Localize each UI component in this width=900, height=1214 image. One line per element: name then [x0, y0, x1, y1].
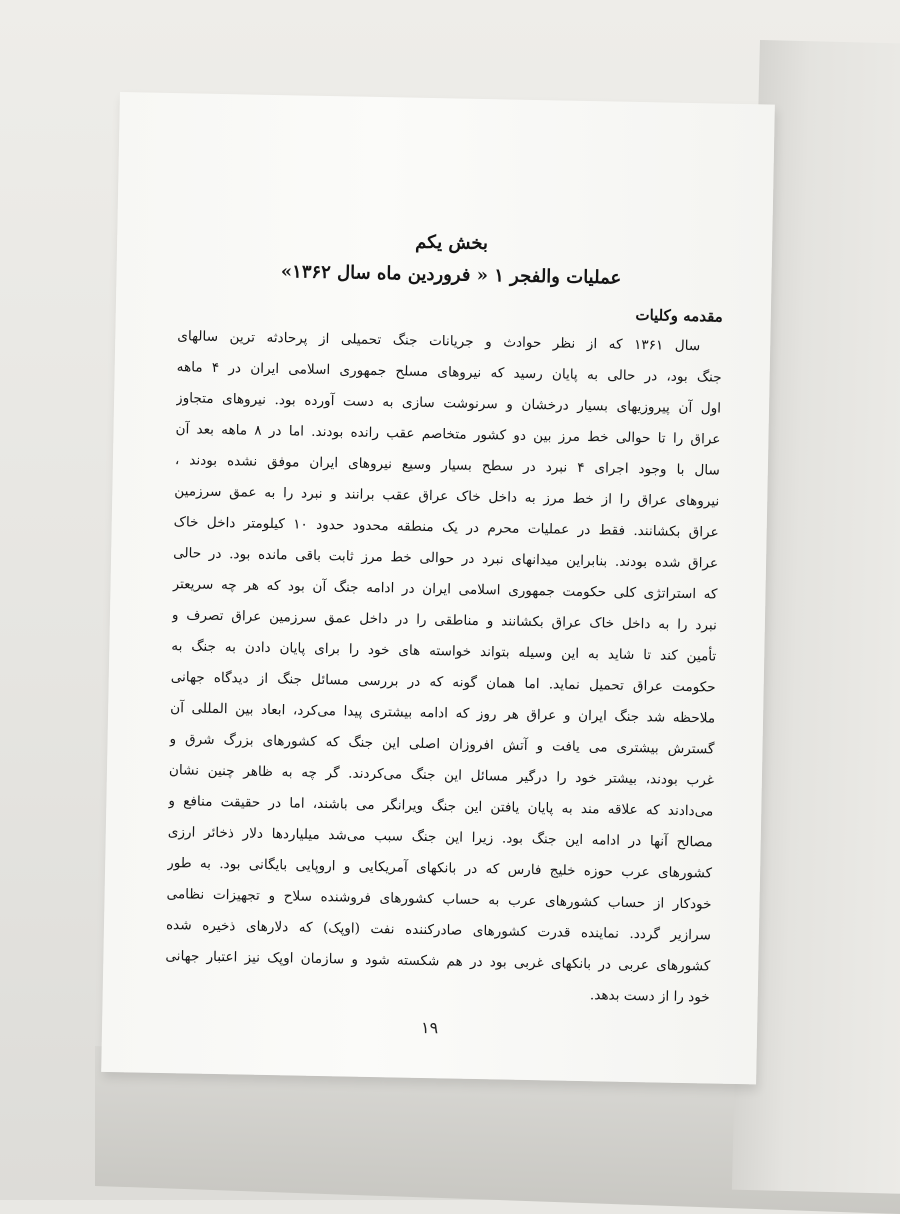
text-line: عراق را تا حوالی خط مرز بین دو کشور متخاصم عقب رانده بودند. اما در ۸ ماهه بعد آن	[175, 421, 721, 448]
text-line: تأمین کند تا شاید به این وسیله بتواند خواسته های خود را برای پایان دادن به جنگ به	[171, 638, 717, 665]
text-line: مصالح آنها در ادامه این جنگ بود. زیرا این جنگ سبب می‌شد میلیاردها دلار ذخائر ارزی	[167, 824, 713, 851]
text-line: می‌دادند که علاقه مند به پایان یافتن این جنگ ویرانگر می باشند، اما در حقیقت منافع و	[168, 793, 714, 820]
text-line: عراق بکشانند. فقط در عملیات محرم در یک منطقه محدود حدود ۱۰ کیلومتر داخل خاک	[173, 514, 719, 541]
text-line: سرازیر گردد. نماینده قدرت کشورهای صادرکننده نفت (اوپک) که دلارهای ذخیره شده	[165, 917, 712, 944]
text-line: خودکار از حساب کشورهای عرب به حساب کشورهای فروشنده سلاح و تجهیزات نظامی	[166, 886, 712, 913]
text-line: که استراتژی کلی حکومت جمهوری اسلامی ایران در ادامه جنگ آن بود که هر چه سریعتر	[172, 576, 718, 603]
book-page	[101, 92, 775, 1084]
text-line: خود را از دست بدهد.	[589, 987, 710, 1006]
text-line: عراق شده بودند. بنابراین میدانهای نبرد در حوالی خط مرز ثابت باقی مانده بود. در حالی	[173, 545, 719, 572]
text-line: کشورهای عربی در بانکهای غربی بود در هم شکسته شود و سازمان اوپک نیز اعتبار جهانی	[165, 948, 711, 975]
text-line: غرب بودند، بیشتر خود را درگیر مسائل این جنگ می‌کردند. گر چه به ظاهر چنین نشان	[168, 762, 715, 789]
text-line: سال با وجود اجرای ۴ نبرد در سطح بسیار وسیع نیروهای ایران موفق نشده بودند ،	[174, 452, 721, 479]
text-line: نبرد را به داخل خاک عراق بکشانند و مناطقی را در داخل عمق سرزمین عراق تصرف و	[171, 607, 718, 634]
text-line: اول آن پیروزیهای بسیار درخشان و سرنوشت سازی به دست آورده بود. نیروهای متجاوز	[175, 390, 722, 417]
body-paragraph	[165, 321, 723, 1013]
text-line: گسترش بیشتری می یافت و آتش افروزان اصلی این جنگ که کشورهای بزرگ شرق و	[169, 731, 715, 758]
text-line: جنگ بود، در حالی به پایان رسید که نیروهای مسلح جمهوری اسلامی ایران در ۴ ماهه	[176, 359, 722, 386]
text-line: حکومت عراق تحمیل نماید. اما همان گونه که در بررسی مسائل جنگ از دیدگاه جهانی	[170, 669, 716, 696]
section-heading: مقدمه وکلیات	[635, 305, 723, 326]
text-line: نیروهای عراق را از خط مرز به داخل خاک عراق عقب برانند و نبرد را به عمق سرزمین	[174, 483, 720, 510]
page-text	[165, 223, 725, 1013]
text-line: سال ۱۳۶۱ که از نظر حوادث و جریانات جنگ تحمیلی از پرحادثه ترین سالهای	[177, 328, 701, 355]
chapter-title: عملیات والفجر ۱ « فروردین ماه سال ۱۳۶۲»	[280, 261, 622, 289]
part-heading: بخش یکم	[415, 231, 489, 255]
text-line: ملاحظه شد جنگ ایران و عراق هر روز که ادامه بیشتری پیدا می‌کرد، ابعاد بین المللی آن	[170, 700, 716, 727]
text-line: کشورهای عرب حوزه خلیج فارس که در بانکهای آمریکایی و اروپایی بایگانی بود. به طور	[167, 855, 713, 882]
page-number: ۱۹	[420, 1017, 439, 1038]
